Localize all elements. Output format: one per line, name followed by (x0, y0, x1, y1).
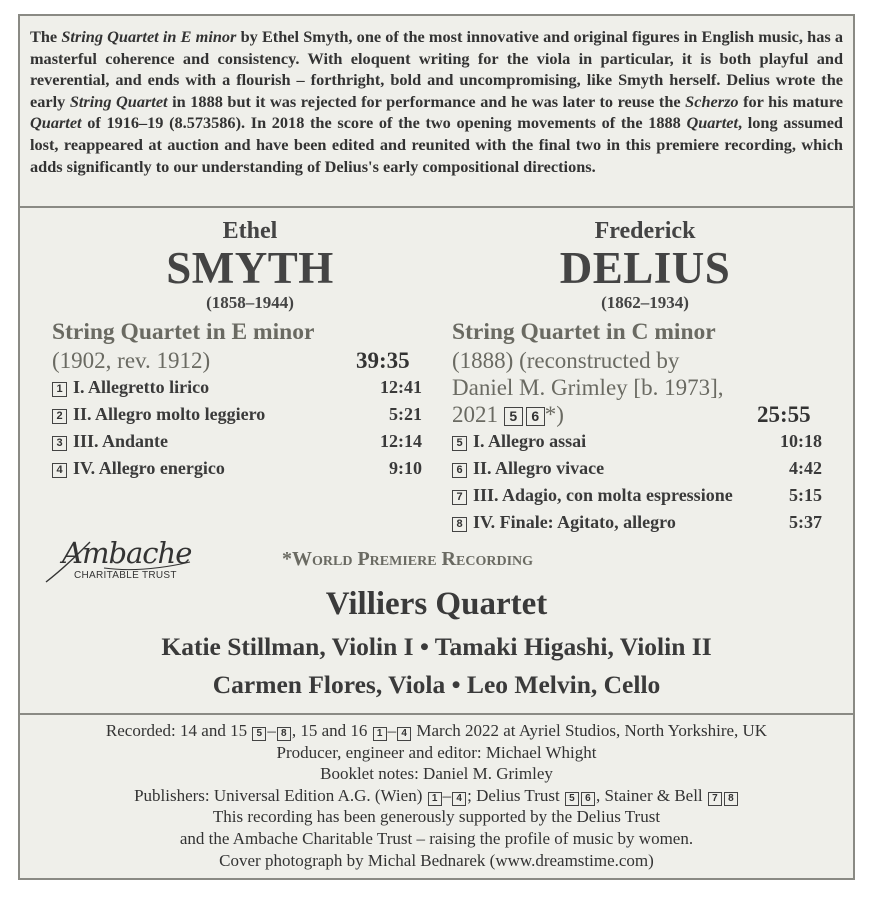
track-number: 4 (397, 727, 411, 741)
track-duration: 4:42 (789, 458, 822, 478)
track-number: 6 (526, 407, 545, 426)
work-date-smyth: (1902, rev. 1912) (52, 348, 211, 373)
track-row (452, 485, 822, 509)
composer-delius (455, 218, 835, 314)
track-number: 2 (52, 409, 67, 424)
track-number: 1 (52, 382, 67, 397)
work-title-smyth: String Quartet in E minor (52, 319, 315, 345)
track-title: III. Adagio, con molta espressione (473, 485, 733, 505)
track-row (52, 458, 422, 482)
track-row (452, 431, 822, 455)
composer-smyth (60, 218, 440, 314)
track-number: 5 (452, 436, 467, 451)
track-duration: 12:41 (380, 377, 422, 397)
track-number: 8 (277, 727, 291, 741)
producer-credit: Producer, engineer and editor: Michael Whight (276, 742, 597, 762)
track-number: 5 (504, 407, 523, 426)
ambache-logo (44, 538, 194, 586)
composer-dates: (1862–1934) (601, 293, 689, 312)
track-title: IV. Finale: Agitato, allegro (473, 512, 676, 532)
total-time-delius: 25:55 (757, 402, 811, 427)
booklet-notes-credit: Booklet notes: Daniel M. Grimley (320, 764, 553, 784)
credits-block (20, 720, 853, 871)
logo-wordmark: Ambache (62, 536, 192, 570)
world-premiere-label: *World Premiere Recording (282, 548, 534, 570)
track-row (452, 458, 822, 482)
track-number: 1 (428, 792, 442, 806)
track-duration: 5:21 (389, 404, 422, 424)
support-line-2: and the Ambache Charitable Trust – raising the profile of music by women. (179, 828, 694, 848)
track-duration: 5:37 (789, 512, 822, 532)
track-row (52, 377, 422, 401)
track-duration: 9:10 (389, 458, 422, 478)
back-cover-panel (18, 14, 855, 880)
track-title: I. Allegretto lirico (73, 377, 210, 397)
composer-first-name: Frederick (594, 218, 696, 244)
track-number: 5 (565, 792, 579, 806)
composer-last-name: SMYTH (166, 243, 334, 293)
track-title: II. Allegro vivace (473, 458, 605, 478)
composer-dates: (1858–1944) (206, 293, 294, 312)
players-line-2: Carmen Flores, Viola • Leo Melvin, Cello (212, 670, 661, 699)
track-number: 4 (52, 463, 67, 478)
work-note-line-1: (1888) (reconstructed by (452, 348, 680, 373)
track-row (52, 431, 422, 455)
track-duration: 10:18 (780, 431, 822, 451)
support-line-1: This recording has been generously supported by the Delius Trust (212, 807, 661, 827)
track-number: 8 (452, 517, 467, 532)
track-row (52, 404, 422, 428)
track-number: 8 (724, 792, 738, 806)
photo-credit: Cover photograph by Michal Bednarek (www.dreamstime.com) (219, 850, 654, 870)
track-duration: 5:15 (789, 485, 822, 505)
divider-bottom (20, 713, 853, 715)
track-title: III. Andante (73, 431, 169, 451)
players-line-1: Katie Stillman, Violin I • Tamaki Higashi, Violin II (161, 632, 712, 661)
total-time-smyth: 39:35 (356, 348, 410, 373)
track-row (452, 512, 822, 536)
intro-paragraph: The String Quartet in E minor by Ethel Smyth, one of the most innovative and original figures in English music, has a masterful coherence and consistency. With eloquent writing for the viola in particular, it is both playful and reverential, and ends with a flourish – forthright, bold and uncompromising, like Smyth herself. Delius wrote the early String Quartet in 1888 but it was rejected for performance and he was later to reuse the Scherzo for his mature Quartet of 1916–19 (8.573586). In 2018 the score of the two opening movements of the 1888 Quartet, long assumed lost, reappeared at auction and have been edited and reunited with the final two in this premiere recording, which adds significantly to our understanding of Delius's early compositional directions. (30, 27, 843, 176)
track-number: 1 (373, 727, 387, 741)
work-note-line-3: 2021 5 6 *) (452, 402, 564, 427)
track-number: 6 (452, 463, 467, 478)
track-number: 4 (452, 792, 466, 806)
track-number: 6 (581, 792, 595, 806)
recording-info: Recorded: 14 and 15 5 – 8 , 15 and 16 1 – 4 March 2022 at Ayriel Studios, North Yorkshire, UK (105, 721, 768, 740)
publishers-credit: Publishers: Universal Edition A.G. (Wien) 1 – 4 ; Delius Trust 5 6 , Stainer & Bell 7 8 (20, 785, 853, 807)
logo-subtitle: CHARITABLE TRUST (74, 570, 177, 581)
track-title: I. Allegro assai (473, 431, 587, 451)
track-number: 7 (708, 792, 722, 806)
divider-top (20, 206, 853, 208)
track-number: 5 (252, 727, 266, 741)
work-title-delius: String Quartet in C minor (452, 319, 716, 345)
track-title: IV. Allegro energico (73, 458, 225, 478)
track-number: 3 (52, 436, 67, 451)
track-duration: 12:14 (380, 431, 422, 451)
composer-first-name: Ethel (222, 218, 278, 244)
track-title: II. Allegro molto leggiero (73, 404, 266, 424)
ensemble-name: Villiers Quartet (325, 586, 548, 622)
composer-last-name: DELIUS (559, 243, 731, 293)
work-note-line-2: Daniel M. Grimley [b. 1973], (452, 375, 724, 400)
track-number: 7 (452, 490, 467, 505)
